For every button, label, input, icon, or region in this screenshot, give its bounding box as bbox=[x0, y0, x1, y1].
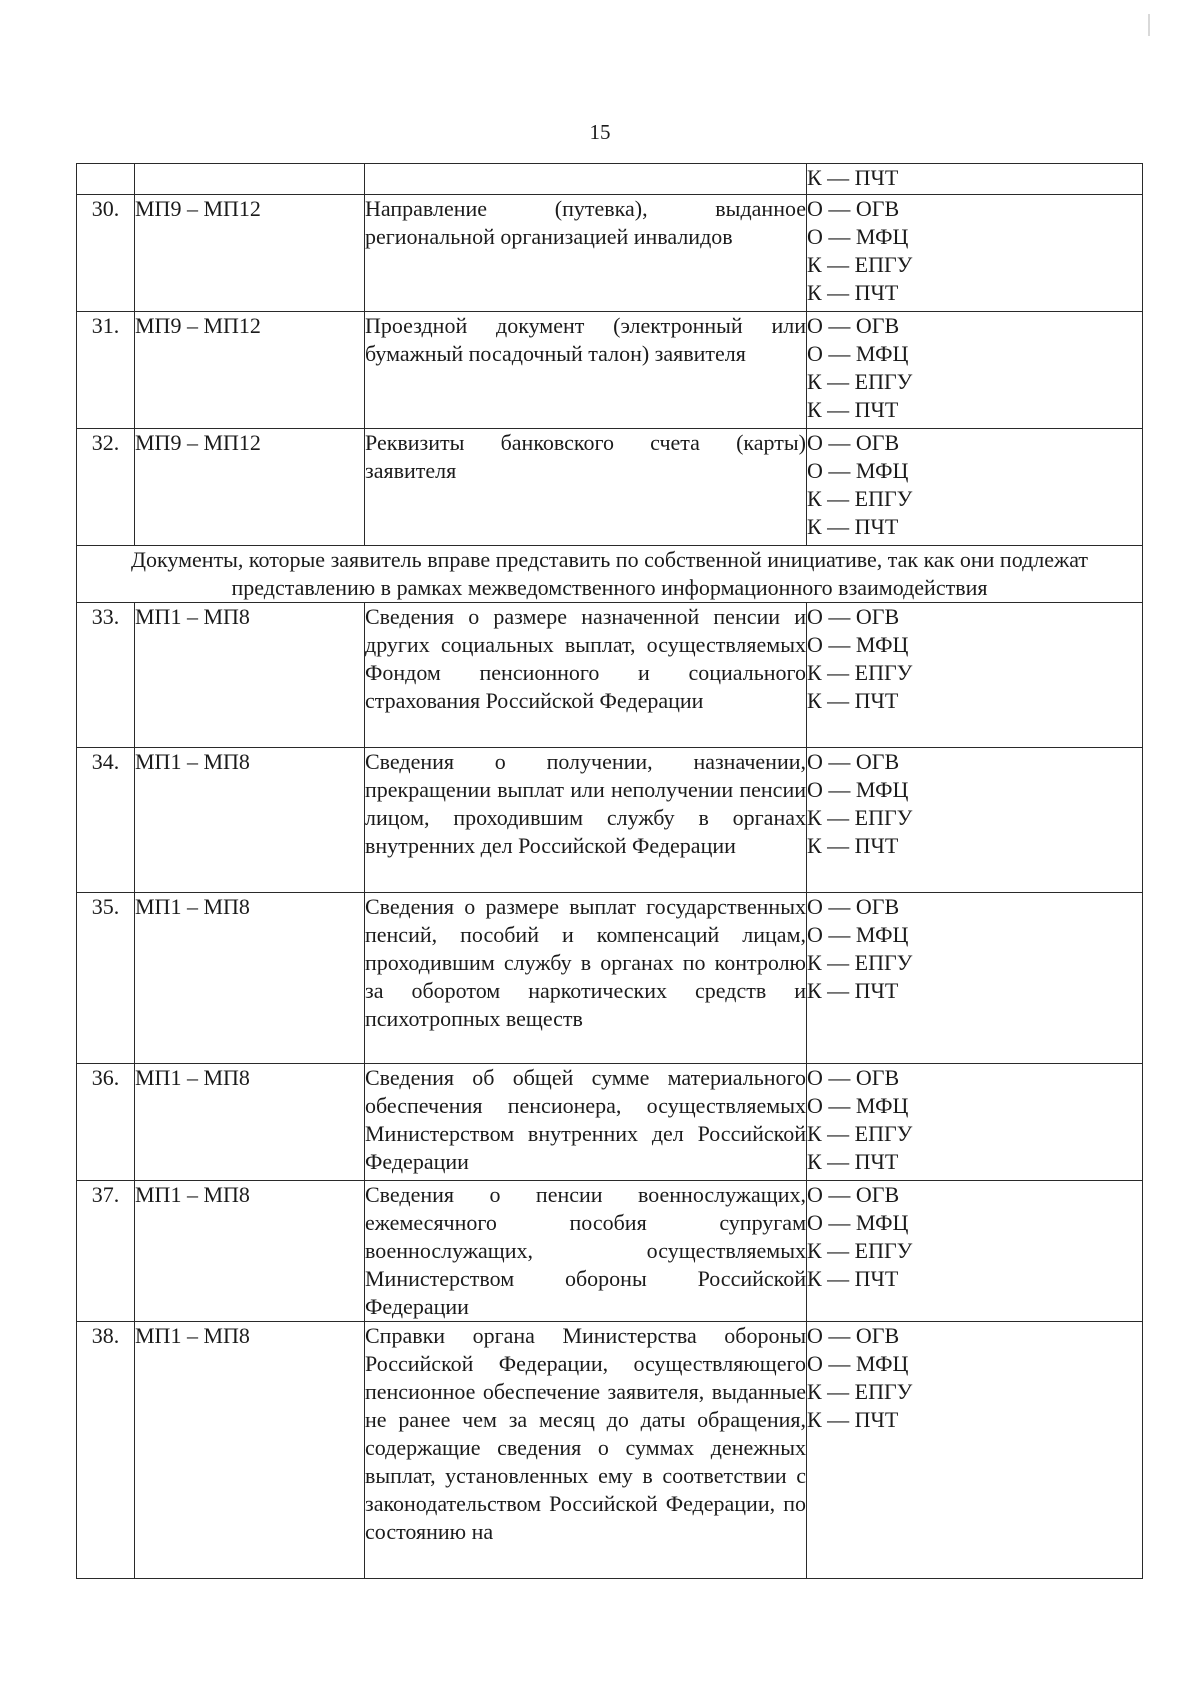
submission-way: О — МФЦ bbox=[807, 341, 909, 366]
submission-way: О — ОГВ bbox=[807, 1323, 900, 1348]
section-header: Документы, которые заявитель вправе представить по собственной инициативе, так как они подлежат представлению в рамках межведомственного информационного взаимодействия bbox=[77, 546, 1143, 603]
table-row bbox=[77, 603, 1143, 748]
submission-way: К — ПЧТ bbox=[807, 397, 899, 422]
submission-ways-cell bbox=[807, 312, 1143, 429]
submission-way: К — ПЧТ bbox=[807, 280, 899, 305]
row-number-cell: 38. bbox=[77, 1322, 135, 1579]
submission-way: О — ОГВ bbox=[807, 1182, 900, 1207]
submission-ways-cell bbox=[807, 164, 1143, 195]
row-number-cell: 31. bbox=[77, 312, 135, 429]
submission-way: К — ЕПГУ bbox=[807, 486, 913, 511]
row-number-cell bbox=[77, 164, 135, 195]
row-number-cell: 32. bbox=[77, 429, 135, 546]
row-number-cell: 33. bbox=[77, 603, 135, 748]
document-name-cell: Сведения о размере назначенной пенсии и других социальных выплат, осуществляемых Фондом пенсионного и социального страхования Российской Федерации bbox=[365, 603, 807, 748]
submission-ways-cell bbox=[807, 748, 1143, 893]
submission-ways-cell bbox=[807, 1064, 1143, 1181]
submission-way: К — ПЧТ bbox=[807, 978, 899, 1003]
document-name-cell: Сведения о размере выплат государственных пенсий, пособий и компенсаций лицам, проходившим службу в органах по контролю за оборотом наркотических средств и психотропных веществ bbox=[365, 893, 807, 1064]
table-row bbox=[77, 312, 1143, 429]
service-code-cell: МП9 – МП12 bbox=[135, 429, 365, 546]
submission-way: О — МФЦ bbox=[807, 632, 909, 657]
submission-way: К — ПЧТ bbox=[807, 165, 899, 190]
documents-table bbox=[76, 163, 1143, 1579]
table-row bbox=[77, 1181, 1143, 1322]
service-code-cell: МП1 – МП8 bbox=[135, 748, 365, 893]
row-number-cell: 35. bbox=[77, 893, 135, 1064]
row-number-cell: 37. bbox=[77, 1181, 135, 1322]
submission-ways-cell bbox=[807, 1181, 1143, 1322]
document-name-cell: Проездной документ (электронный или бумажный посадочный талон) заявителя bbox=[365, 312, 807, 429]
document-name-cell: Справки органа Министерства обороны Российской Федерации, осуществляющего пенсионное обеспечение заявителя, выданные не ранее чем за месяц до даты обращения, содержащие сведения о суммах денежных выплат, установленных ему в соответствии с законодательством Российской Федерации, по состоянию на bbox=[365, 1322, 807, 1579]
submission-way: К — ЕПГУ bbox=[807, 660, 913, 685]
service-code-cell: МП1 – МП8 bbox=[135, 1064, 365, 1181]
submission-way: О — ОГВ bbox=[807, 1065, 900, 1090]
row-number-cell: 30. bbox=[77, 195, 135, 312]
submission-way: К — ЕПГУ bbox=[807, 369, 913, 394]
service-code-cell: МП1 – МП8 bbox=[135, 1322, 365, 1579]
service-code-cell: МП9 – МП12 bbox=[135, 195, 365, 312]
submission-ways-cell bbox=[807, 1322, 1143, 1579]
submission-way: О — МФЦ bbox=[807, 777, 909, 802]
service-code-cell: МП9 – МП12 bbox=[135, 312, 365, 429]
submission-way: О — МФЦ bbox=[807, 922, 909, 947]
page-number: 15 bbox=[589, 120, 611, 144]
submission-way: О — МФЦ bbox=[807, 224, 909, 249]
submission-way: О — ОГВ bbox=[807, 313, 900, 338]
submission-way: О — МФЦ bbox=[807, 1210, 909, 1235]
submission-way: К — ЕПГУ bbox=[807, 1121, 913, 1146]
submission-way: К — ПЧТ bbox=[807, 833, 899, 858]
submission-way: К — ПЧТ bbox=[807, 1149, 899, 1174]
section-header-row bbox=[77, 546, 1143, 603]
submission-way: О — МФЦ bbox=[807, 1093, 909, 1118]
submission-way: О — ОГВ bbox=[807, 196, 900, 221]
document-name-cell: Сведения о пенсии военнослужащих, ежемесячного пособия супругам военнослужащих, осуществляемых Министерством обороны Российской Федерации bbox=[365, 1181, 807, 1322]
document-name-cell bbox=[365, 164, 807, 195]
document-name-cell: Сведения об общей сумме материального обеспечения пенсионера, осуществляемых Министерством внутренних дел Российской Федерации bbox=[365, 1064, 807, 1181]
document-name-cell: Направление (путевка), выданное региональной организацией инвалидов bbox=[365, 195, 807, 312]
table-row-continued bbox=[77, 164, 1143, 195]
submission-way: О — ОГВ bbox=[807, 894, 900, 919]
submission-ways-cell bbox=[807, 893, 1143, 1064]
table-row bbox=[77, 1322, 1143, 1579]
document-name-cell: Сведения о получении, назначении, прекращении выплат или неполучении пенсии лицом, проходившим службу в органах внутренних дел Российской Федерации bbox=[365, 748, 807, 893]
submission-way: О — ОГВ bbox=[807, 604, 900, 629]
service-code-cell bbox=[135, 164, 365, 195]
submission-way: К — ЕПГУ bbox=[807, 805, 913, 830]
submission-way: О — МФЦ bbox=[807, 1351, 909, 1376]
table-row bbox=[77, 1064, 1143, 1181]
submission-way: К — ПЧТ bbox=[807, 1407, 899, 1432]
table-row bbox=[77, 429, 1143, 546]
row-number-cell: 36. bbox=[77, 1064, 135, 1181]
scan-artifact bbox=[1148, 14, 1150, 36]
submission-ways-cell bbox=[807, 429, 1143, 546]
submission-way: К — ЕПГУ bbox=[807, 252, 913, 277]
submission-way: О — МФЦ bbox=[807, 458, 909, 483]
service-code-cell: МП1 – МП8 bbox=[135, 1181, 365, 1322]
submission-way: К — ПЧТ bbox=[807, 514, 899, 539]
document-name-cell: Реквизиты банковского счета (карты) заявителя bbox=[365, 429, 807, 546]
submission-way: К — ЕПГУ bbox=[807, 1379, 913, 1404]
submission-way: К — ЕПГУ bbox=[807, 950, 913, 975]
submission-way: К — ПЧТ bbox=[807, 1266, 899, 1291]
service-code-cell: МП1 – МП8 bbox=[135, 603, 365, 748]
table-row bbox=[77, 893, 1143, 1064]
row-number-cell: 34. bbox=[77, 748, 135, 893]
submission-way: К — ПЧТ bbox=[807, 688, 899, 713]
service-code-cell: МП1 – МП8 bbox=[135, 893, 365, 1064]
submission-ways-cell bbox=[807, 195, 1143, 312]
table-row bbox=[77, 195, 1143, 312]
submission-way: К — ЕПГУ bbox=[807, 1238, 913, 1263]
submission-ways-cell bbox=[807, 603, 1143, 748]
table-row bbox=[77, 748, 1143, 893]
submission-way: О — ОГВ bbox=[807, 749, 900, 774]
submission-way: О — ОГВ bbox=[807, 430, 900, 455]
